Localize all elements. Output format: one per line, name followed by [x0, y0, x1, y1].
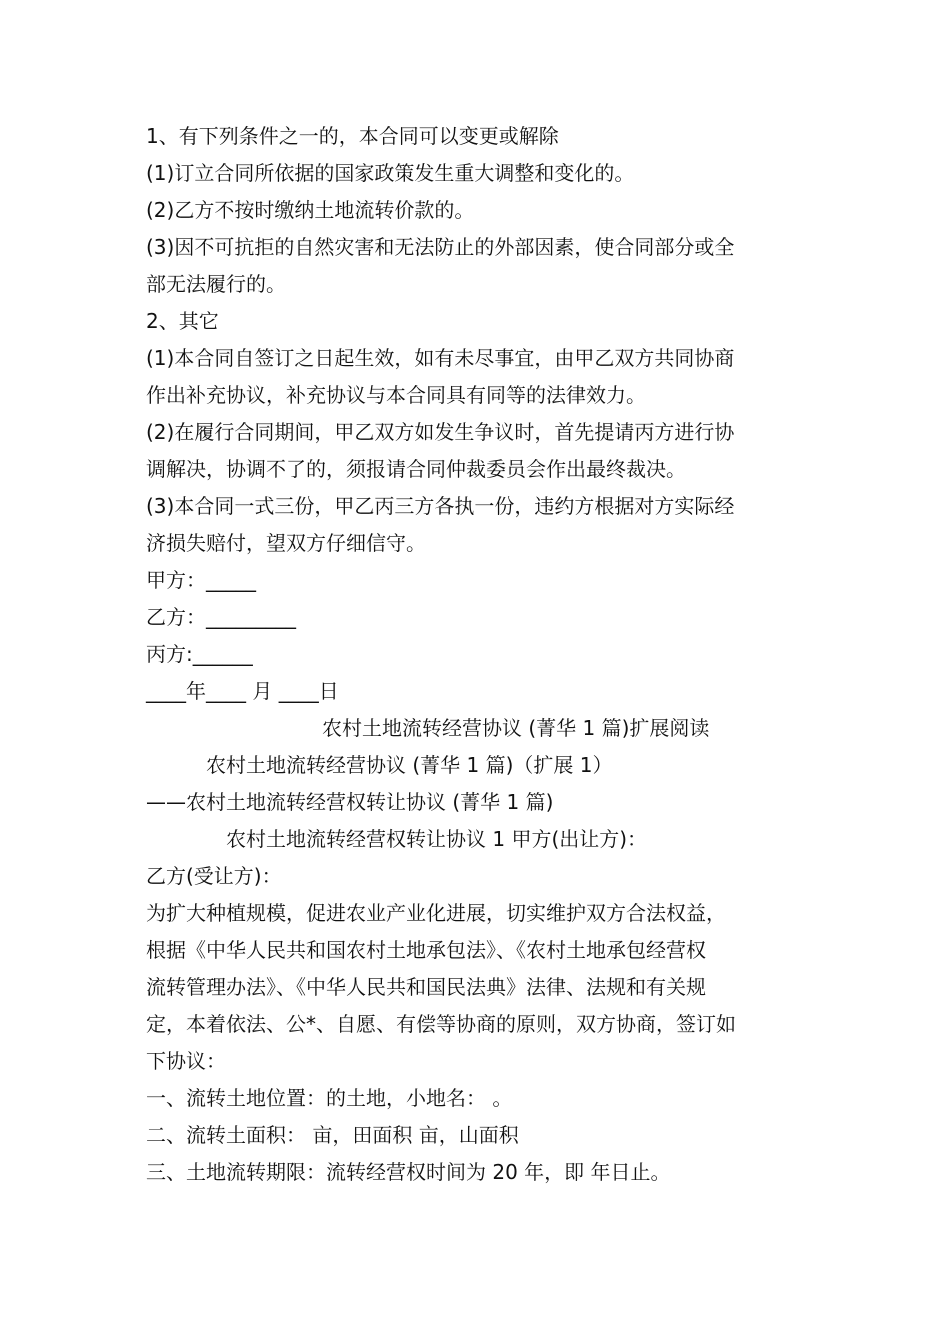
body-paragraph: 根据《中华人民共和国农村土地承包法》、《农村土地承包经营权	[146, 938, 706, 962]
agreement-item-1: 一、流转土地位置：的土地，小地名： 。	[146, 1086, 513, 1110]
clause-item: (1)本合同自签订之日起生效，如有未尽事宜，由甲乙双方共同协商	[146, 346, 735, 370]
extended-reading-title: 农村土地流转经营协议 (菁华 1 篇)扩展阅读	[322, 716, 710, 740]
clause-item: (2)乙方不按时缴纳土地流转价款的。	[146, 198, 475, 222]
agreement-item-2: 二、流转土面积： 亩，田面积 亩，山面积	[146, 1123, 519, 1147]
clause-item: (2)在履行合同期间，甲乙双方如发生争议时，首先提请丙方进行协	[146, 420, 735, 444]
body-paragraph: 流转管理办法》、《中华人民共和国民法典》法律、法规和有关规	[146, 975, 706, 999]
party-b-line: 乙方(受让方)：	[146, 864, 282, 888]
clause-item: (1)订立合同所依据的国家政策发生重大调整和变化的。	[146, 161, 635, 185]
body-paragraph: 下协议：	[146, 1049, 226, 1073]
document-body	[146, 118, 808, 1191]
clause-item-continued: 作出补充协议，补充协议与本合同具有同等的法律效力。	[146, 383, 646, 407]
body-paragraph: 定，本着依法、公*、自愿、有偿等协商的原则，双方协商，签订如	[146, 1012, 736, 1036]
clause-item-continued: 部无法履行的。	[146, 272, 286, 296]
extended-subtitle: 农村土地流转经营协议 (菁华 1 篇)（扩展 1）	[206, 753, 613, 777]
clause-item-continued: 调解决，协调不了的，须报请合同仲裁委员会作出最终裁决。	[146, 457, 686, 481]
extended-subtitle-2: ——农村土地流转经营权转让协议 (菁华 1 篇)	[146, 790, 554, 814]
signature-party-c: 丙方:______	[146, 642, 253, 666]
signature-party-b: 乙方：_________	[146, 605, 296, 629]
agreement-item-3: 三、土地流转期限：流转经营权时间为 20 年，即 年日止。	[146, 1160, 671, 1184]
clause-item: (3)因不可抗拒的自然灾害和无法防止的外部因素，使合同部分或全	[146, 235, 735, 259]
body-paragraph: 为扩大种植规模，促进农业产业化进展，切实维护双方合法权益，	[146, 901, 726, 925]
clause-heading-2: 2、其它	[146, 309, 219, 333]
clause-item: (3)本合同一式三份，甲乙丙三方各执一份，违约方根据对方实际经	[146, 494, 735, 518]
clause-heading-1: 1、有下列条件之一的，本合同可以变更或解除	[146, 124, 559, 148]
signature-party-a: 甲方：_____	[146, 568, 256, 592]
clause-item-continued: 济损失赔付，望双方仔细信守。	[146, 531, 426, 555]
signature-date: ____年____ 月 ____日	[146, 679, 339, 703]
agreement-title: 农村土地流转经营权转让协议 1 甲方(出让方)：	[226, 827, 648, 851]
